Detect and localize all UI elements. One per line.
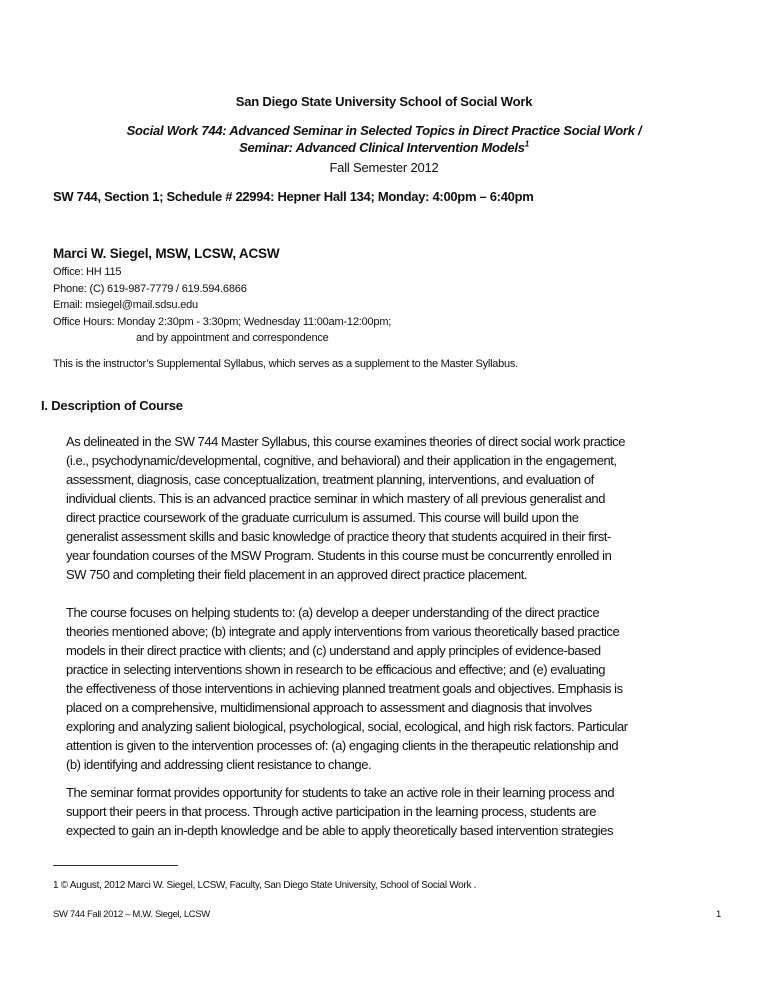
paragraph-3 [66,783,614,840]
course-title [0,122,768,156]
supplement-note: This is the instructor’s Supplemental Syllabus, which serves as a supplement to the Master Syllabus. [53,358,518,370]
text-line: support their peers in that process. Through active participation in the learning process, students are [66,804,597,819]
text-line: (i.e., psychodynamic/developmental, cognitive, and behavioral) and their application in the engagement, [66,453,617,468]
text-line: As delineated in the SW 744 Master Syllabus, this course examines theories of direct social work practice [66,434,625,449]
text-line: The seminar format provides opportunity for students to take an active role in their learning process and [66,785,615,800]
text-line: theories mentioned above; (b) integrate and apply interventions from various theoretically based practice [66,624,620,639]
instructor-contact [53,264,391,347]
phone: Phone: (C) 619-987-7779 / 619.594.6866 [53,282,247,295]
text-line: individual clients. This is an advanced practice seminar in which mastery of all previous generalist and [66,491,605,506]
text-line: expected to gain an in-depth knowledge and be able to apply theoretically based intervention strategies [66,823,613,838]
course-title-line-2-text: Seminar: Advanced Clinical Intervention Models [239,140,525,155]
school-title: San Diego State University School of Social Work [235,94,533,109]
semester: Fall Semester 2012 [329,160,439,175]
page-number: 1 [716,909,722,920]
course-title-line-1: Social Work 744: Advanced Seminar in Selected Topics in Direct Practice Social Work / [126,123,642,138]
text-line: (b) identifying and addressing client resistance to change. [66,757,372,772]
course-title-line-2 [0,139,768,156]
paragraph-1 [66,432,625,584]
email: Email: msiegel@mail.sdsu.edu [53,299,198,312]
footnote-separator [53,865,178,866]
text-line: direct practice coursework of the graduate curriculum is assumed. This course will build upon the [66,510,579,525]
page-footer: SW 744 Fall 2012 – M.W. Siegel, LCSW [53,909,210,920]
text-line: exploring and analyzing salient biological, psychological, social, ecological, and high risk factors. Particular [66,719,628,734]
text-line: assessment, diagnosis, case conceptualization, treatment planning, interventions, and evaluation of [66,472,594,487]
footnote: 1 © August, 2012 Marci W. Siegel, LCSW, Faculty, San Diego State University, School of Social Work . [53,880,477,891]
instructor-name: Marci W. Siegel, MSW, LCSW, ACSW [53,246,280,261]
text-line: practice in selecting interventions shown in research to be efficacious and effective; and (e) evaluating [66,662,606,677]
paragraph-2 [66,603,628,774]
footnote-marker[interactable]: 1 [524,139,529,149]
section-heading: I. Description of Course [41,398,183,413]
text-line: The course focuses on helping students to: (a) develop a deeper understanding of the direct practice [66,605,600,620]
text-line: SW 750 and completing their field placement in an approved direct practice placement. [66,567,528,582]
text-line: placed on a comprehensive, multidimensional approach to assessment and diagnosis that involves [66,700,592,715]
text-line: year foundation courses of the MSW Program. Students in this course must be concurrently enrolled in [66,548,612,563]
text-line: models in their direct practice with clients; and (c) understand and apply principles of evidence-based [66,643,601,658]
text-line: attention is given to the intervention processes of: (a) engaging clients in the therapeutic relationship and [66,738,619,753]
office-hours-continued: and by appointment and correspondence [136,332,329,345]
schedule-info: SW 744, Section 1; Schedule # 22994: Hepner Hall 134; Monday: 4:00pm – 6:40pm [53,189,534,204]
office-hours: Office Hours: Monday 2:30pm - 3:30pm; Wednesday 11:00am-12:00pm; [53,315,392,328]
text-line: the effectiveness of those interventions in achieving planned treatment goals and objectives. Emphasis is [66,681,623,696]
text-line: generalist assessment skills and basic knowledge of practice theory that students acquired in their first- [66,529,611,544]
office: Office: HH 115 [53,266,122,278]
